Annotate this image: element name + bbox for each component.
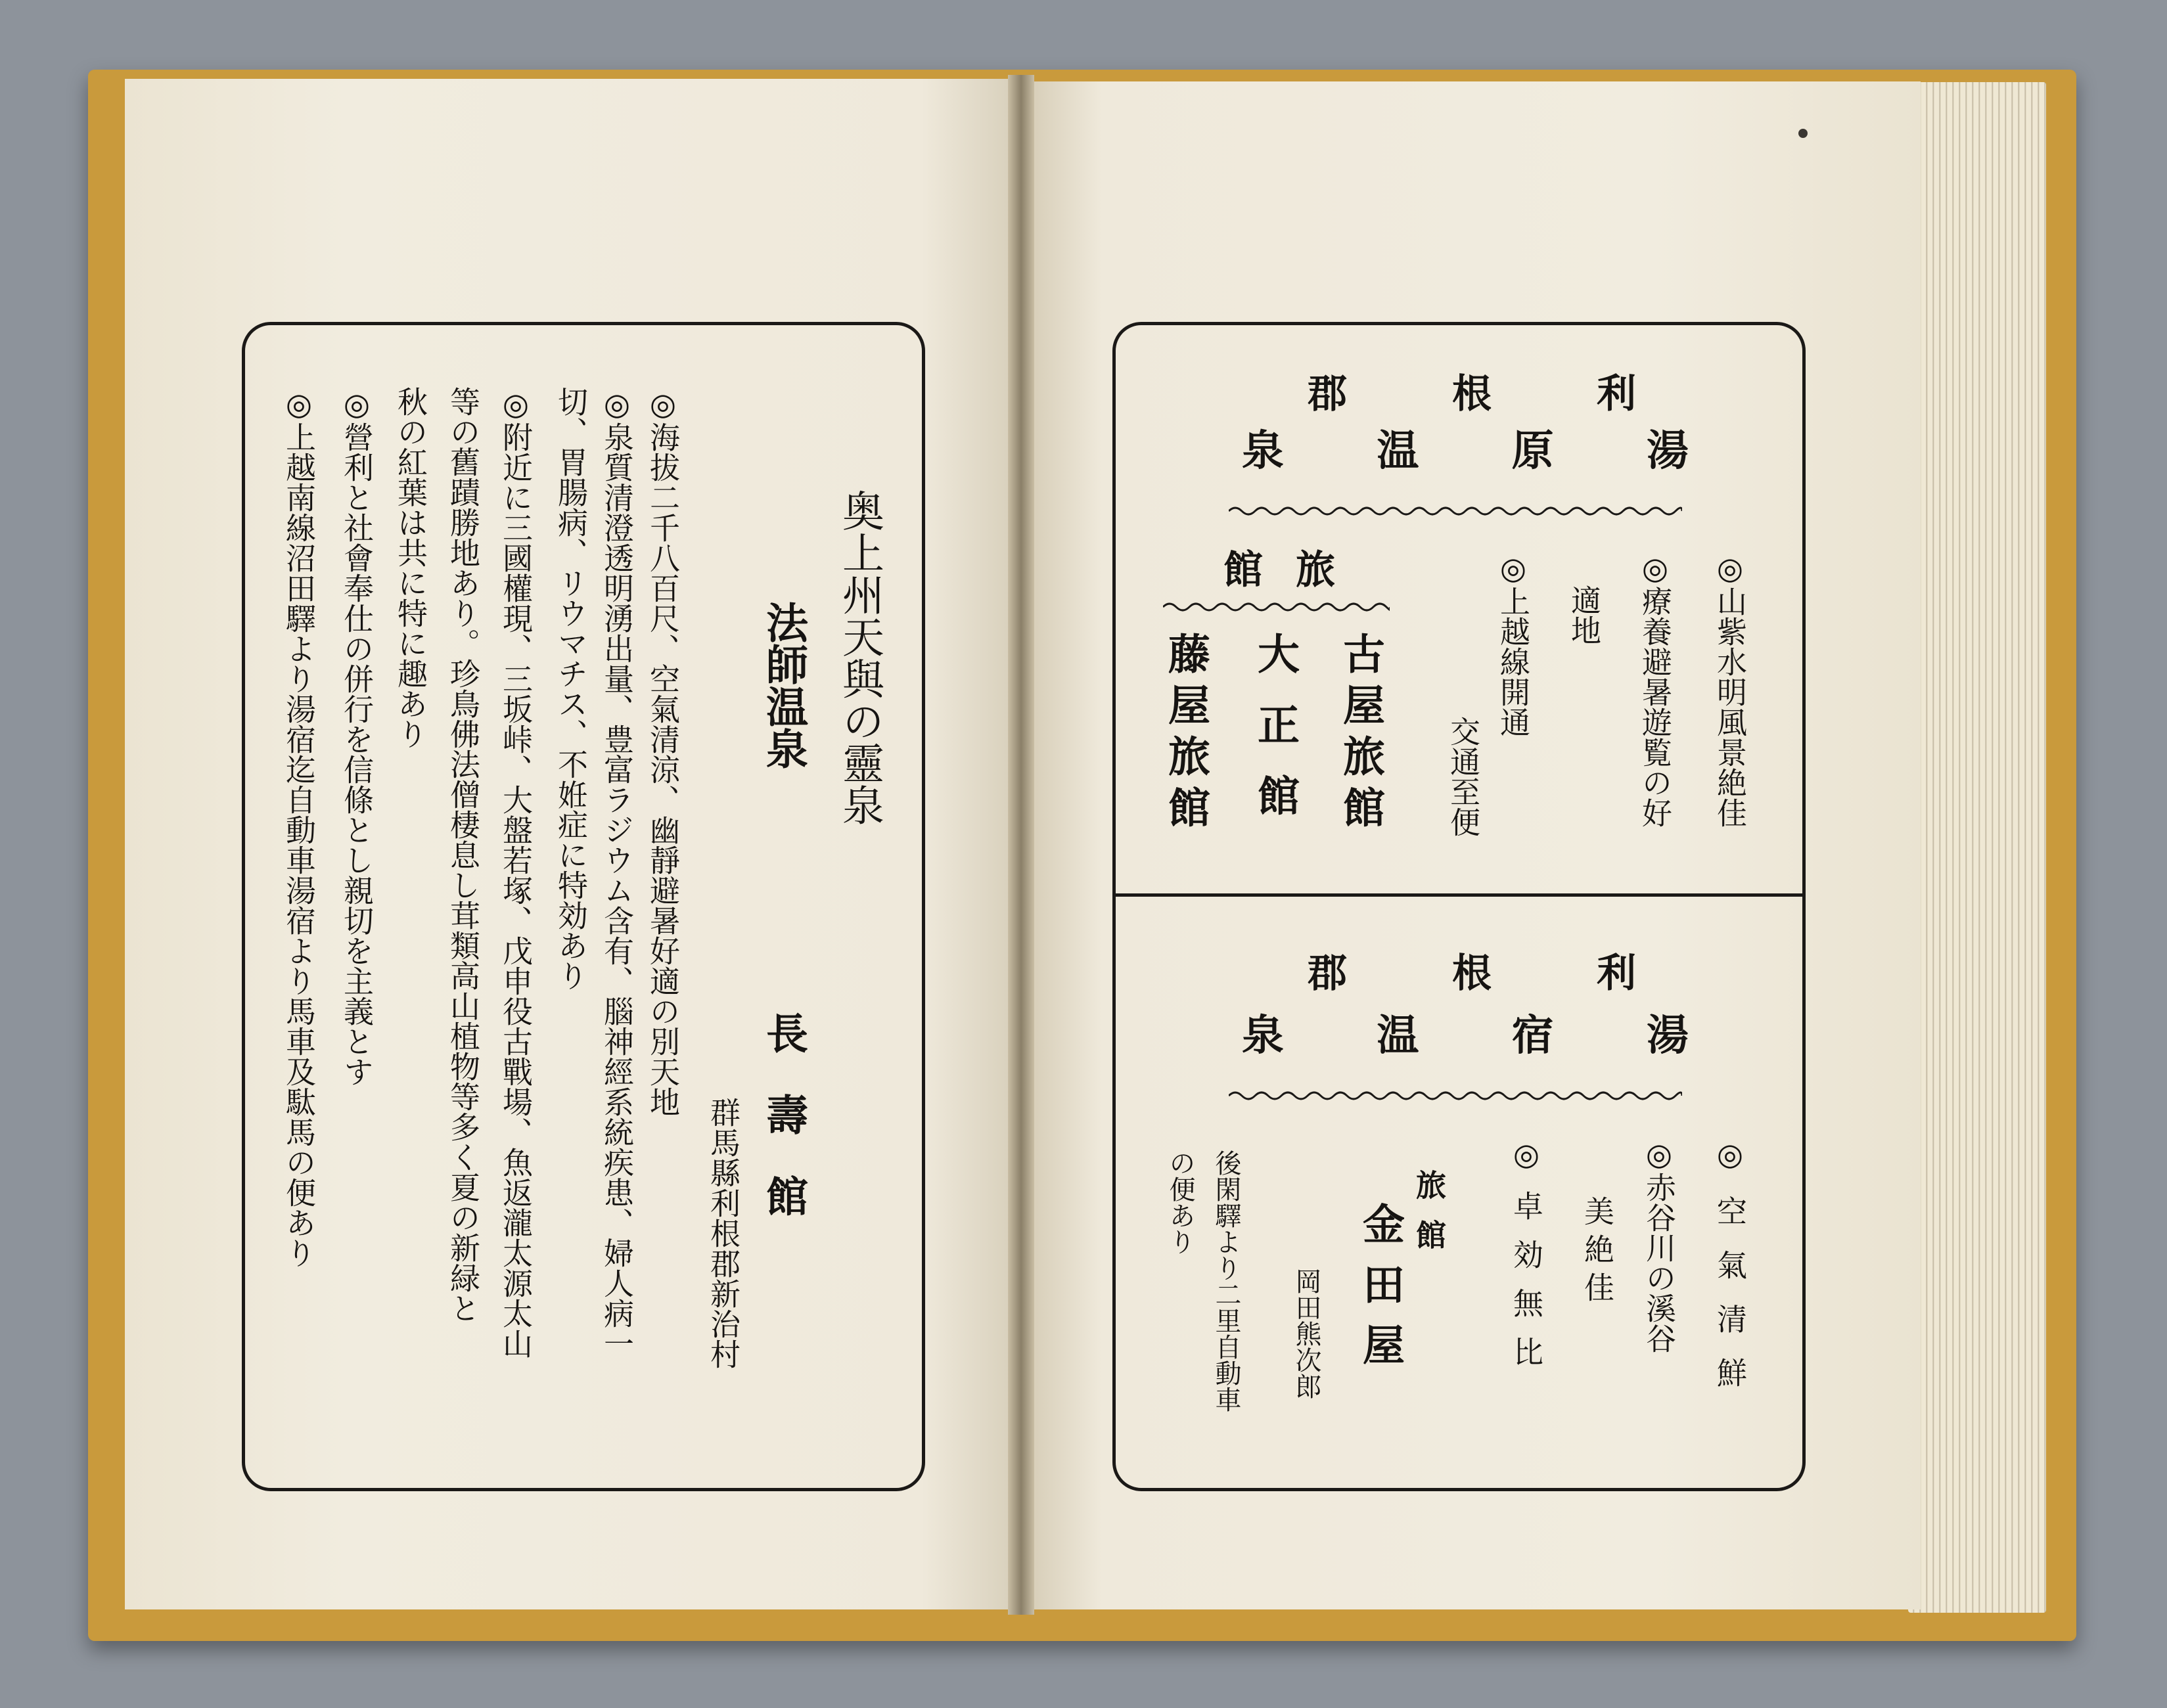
wavy-rule-bottom bbox=[1229, 1088, 1682, 1104]
info-line-5: 等の舊蹟勝地あり。珍鳥佛法僧棲息し茸類高山植物等多く夏の新緑と bbox=[445, 386, 481, 1323]
headline: 奥上州天與の靈泉 bbox=[835, 489, 884, 826]
info-line-6: 秋の紅葉は共に特に趣あり bbox=[393, 386, 428, 749]
address: 群馬縣利根郡新治村 bbox=[706, 1097, 741, 1369]
region-header-top bbox=[1308, 371, 1636, 417]
info-line-2: ◎泉質清澄透明湧出量、豊富ラジウム含有、腦神經系統疾患、婦人病一 bbox=[599, 386, 635, 1359]
region-char: 根 bbox=[1452, 371, 1492, 417]
bottom-line-1: ◎空氣清鮮 bbox=[1712, 1136, 1748, 1411]
top-line-4: ◎上越線開通 bbox=[1495, 551, 1531, 737]
title-char: 泉 bbox=[1242, 1011, 1284, 1060]
access-line-2: の便あり bbox=[1165, 1150, 1195, 1255]
inn-name: 長壽館 bbox=[759, 1012, 808, 1256]
bottom-line-4: ◎卓効無比 bbox=[1509, 1136, 1544, 1385]
page-edges bbox=[1908, 82, 2046, 1613]
info-line-7: ◎營利と社會奉仕の併行を信條とし親切を主義とす bbox=[339, 386, 375, 1087]
top-line-5: 交通至便 bbox=[1446, 716, 1481, 837]
owner-name: 岡田熊次郎 bbox=[1291, 1268, 1321, 1399]
region-char: 郡 bbox=[1308, 371, 1347, 417]
inn-furuya: 古屋旅館 bbox=[1336, 632, 1385, 837]
page-speck bbox=[1798, 129, 1808, 138]
ryokan-label-bottom: 旅館 bbox=[1411, 1169, 1447, 1269]
title-char: 湯 bbox=[1646, 1011, 1689, 1060]
title-char: 温 bbox=[1377, 1011, 1419, 1060]
label-char: 旅 bbox=[1296, 547, 1335, 593]
region-header-bottom bbox=[1308, 951, 1636, 997]
title-char: 宿 bbox=[1511, 1011, 1554, 1060]
info-line-1: ◎海拔二千八百尺、空氣清涼、幽靜避暑好適の別天地 bbox=[645, 386, 681, 1117]
wavy-rule-ryokan bbox=[1163, 599, 1390, 615]
access-line-1: 後閑驛より二里自動車 bbox=[1211, 1150, 1241, 1412]
title-char: 温 bbox=[1377, 426, 1419, 476]
label-char: 館 bbox=[1223, 547, 1263, 593]
region-char: 郡 bbox=[1308, 951, 1347, 997]
top-line-2: ◎療養避暑遊覧の好 bbox=[1637, 551, 1673, 828]
onsen-name: 法師温泉 bbox=[759, 601, 808, 769]
top-line-1: ◎山紫水明風景絶佳 bbox=[1712, 551, 1748, 828]
bottom-line-3: 美絶佳 bbox=[1580, 1196, 1615, 1310]
inn-taishokan: 大正館 bbox=[1250, 632, 1300, 845]
ryokan-label-top bbox=[1223, 547, 1335, 593]
region-char: 根 bbox=[1452, 951, 1492, 997]
info-line-3: 切、胃腸病、リウマチス、不姙症に特効あり bbox=[553, 386, 589, 991]
inn-kanadaya: 金田屋 bbox=[1356, 1202, 1405, 1383]
top-line-3: 適地 bbox=[1566, 585, 1602, 645]
title-bottom bbox=[1242, 1011, 1689, 1060]
info-line-4: ◎附近に三國權現、三坂峠、大盤若塚、戊申役古戰場、魚返瀧太源太山 bbox=[498, 386, 534, 1359]
info-line-8: ◎上越南線沼田驛より湯宿迄自動車湯宿より馬車及駄馬の便あり bbox=[281, 386, 317, 1268]
book-gutter bbox=[1008, 75, 1034, 1615]
title-char: 原 bbox=[1511, 426, 1554, 476]
inn-fujiya: 藤屋旅館 bbox=[1161, 632, 1210, 837]
region-char: 利 bbox=[1597, 951, 1636, 997]
wavy-rule-top bbox=[1229, 503, 1682, 519]
bottom-line-2: ◎赤谷川の溪谷 bbox=[1641, 1136, 1677, 1353]
title-top bbox=[1242, 426, 1689, 476]
section-divider bbox=[1116, 893, 1802, 897]
title-char: 泉 bbox=[1242, 426, 1284, 476]
region-char: 利 bbox=[1597, 371, 1636, 417]
title-char: 湯 bbox=[1646, 426, 1689, 476]
